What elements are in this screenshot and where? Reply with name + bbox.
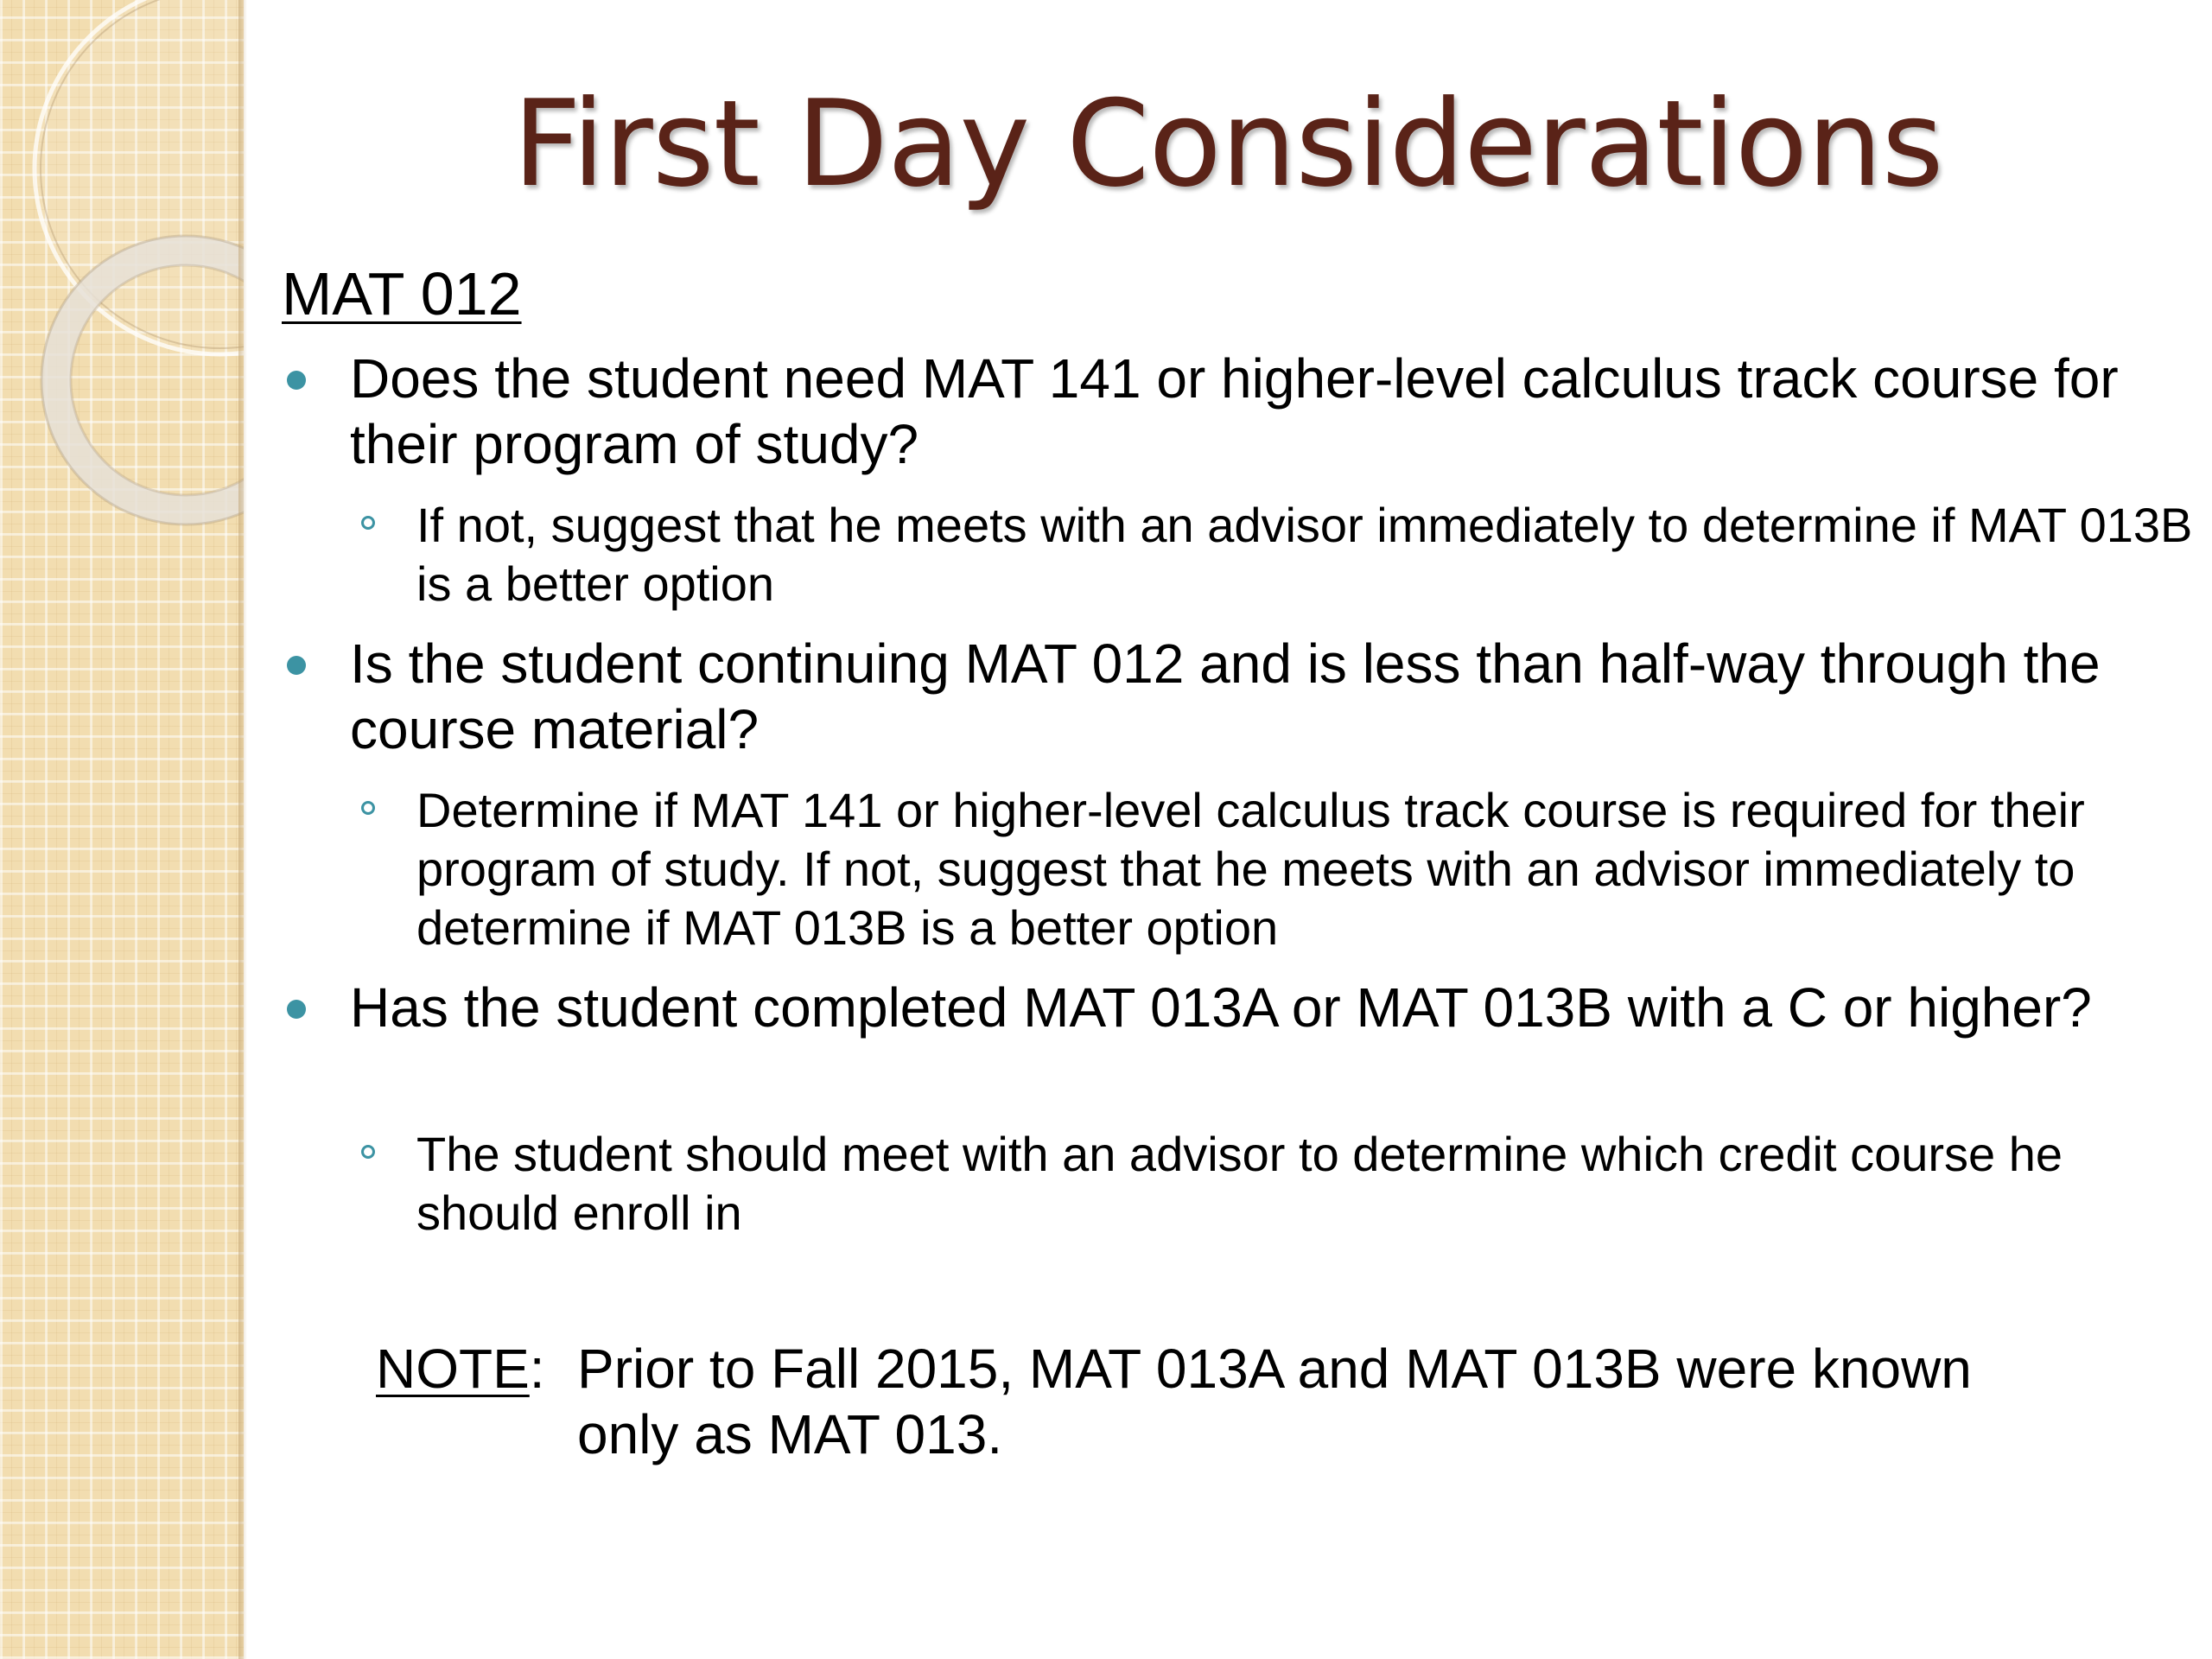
sub-bullet-3-text: The student should meet with an advisor to determine which credit course he should enroll in — [416, 1127, 2063, 1240]
sub-bullet-2-text: Determine if MAT 141 or higher-level calculus track course is required for their program of study. If not, suggest that he meets with an advisor immediately to determine if MAT 013B is a better option — [416, 783, 2085, 955]
sub-bullet-1-marker — [361, 516, 375, 530]
note-label-word: NOTE — [376, 1338, 530, 1400]
bullet-3-text: Has the student completed MAT 013A or MAT 013B with a C or higher? — [350, 976, 2092, 1039]
note-text: Prior to Fall 2015, MAT 013A and MAT 013B were known only as MAT 013. — [577, 1338, 1972, 1465]
note-separator: : — [529, 1338, 545, 1400]
sub-bullet-1-text: If not, suggest that he meets with an advisor immediately to determine if MAT 013B is a better option — [416, 498, 2193, 611]
bullet-1-marker — [287, 371, 306, 390]
bullet-2-text: Is the student continuing MAT 012 and is less than half-way through the course material? — [350, 632, 2101, 760]
bullet-3-marker — [287, 1000, 306, 1019]
bullet-2-marker — [287, 656, 306, 675]
note-label — [376, 1336, 545, 1402]
sub-bullet-2-marker — [361, 801, 375, 815]
section-heading: MAT 012 — [282, 260, 522, 327]
sub-bullet-3-marker — [361, 1145, 375, 1159]
bullet-1-text: Does the student need MAT 141 or higher-level calculus track course for their program of study? — [350, 347, 2119, 475]
slide-title: First Day Considerations — [512, 74, 1943, 213]
